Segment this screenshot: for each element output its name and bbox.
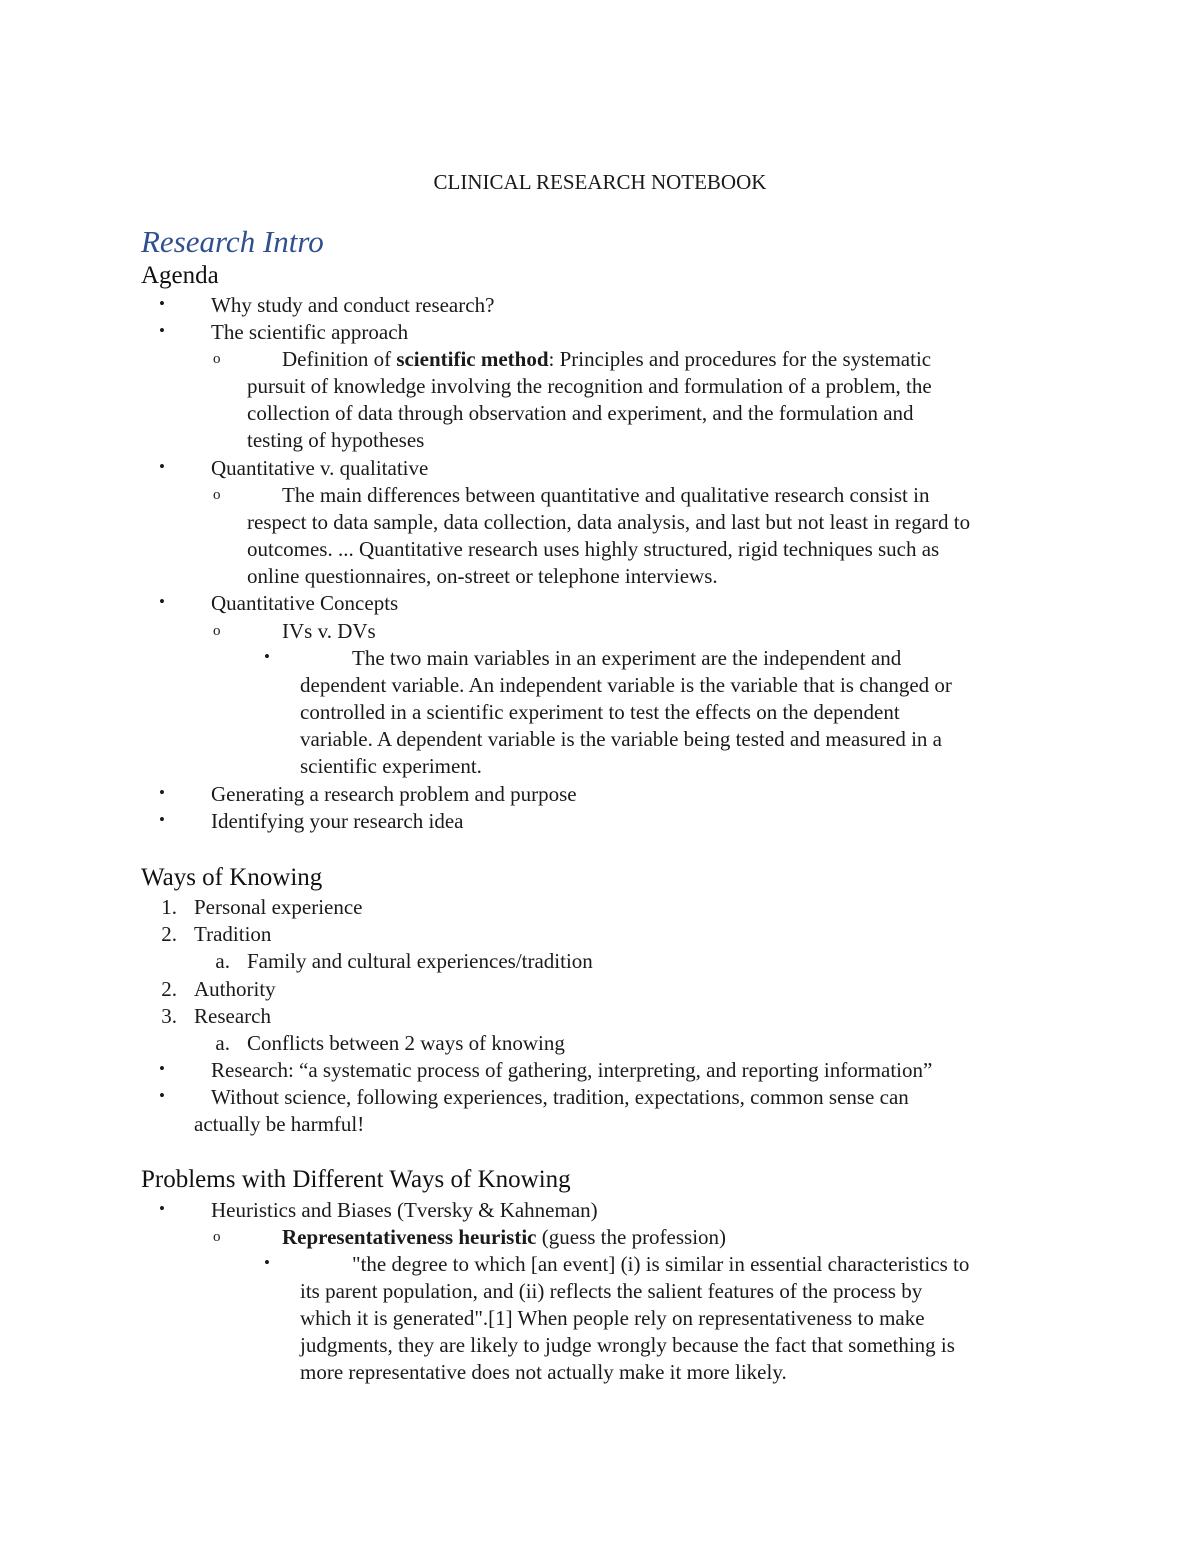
- bullet-marker: •: [159, 1086, 165, 1105]
- circle-marker: o: [213, 623, 221, 639]
- text-line: dependent variable. An independent variable is the variable that is changed or: [300, 673, 952, 697]
- list-number: 2.: [161, 977, 177, 1001]
- scientific-method-definition: Definition of scientific method: Principles and procedures for the systematic: [282, 347, 932, 371]
- bullet-marker: •: [264, 647, 270, 666]
- text-line: online questionnaires, on-street or telephone interviews.: [247, 564, 718, 588]
- text-line: "the degree to which [an event] (i) is similar in essential characteristics to: [352, 1252, 970, 1276]
- list-item-personal-experience: Personal experience: [194, 895, 363, 919]
- list-item-research: Research: [194, 1004, 271, 1028]
- text-line: testing of hypotheses: [247, 428, 425, 452]
- list-number: 2.: [161, 922, 177, 946]
- bullet-marker: •: [264, 1253, 270, 1272]
- text-line: respect to data sample, data collection, data analysis, and last but not least in regard to: [247, 510, 971, 534]
- text-line: The main differences between quantitative and qualitative research consist in: [282, 483, 930, 507]
- bullet-marker: •: [159, 783, 165, 802]
- heading-problems: Problems with Different Ways of Knowing: [141, 1166, 571, 1193]
- text-line: more representative does not actually make it more likely.: [300, 1360, 787, 1384]
- text-line: controlled in a scientific experiment to test the effects on the dependent: [300, 700, 900, 724]
- agenda-item-generating: Generating a research problem and purpose: [211, 782, 577, 806]
- text-line: scientific experiment.: [300, 754, 482, 778]
- bullet-marker: •: [159, 1059, 165, 1078]
- circle-marker: o: [213, 351, 221, 367]
- text-line: collection of data through observation and experiment, and the formulation and: [247, 401, 914, 425]
- text-line: The two main variables in an experiment are the independent and: [352, 646, 902, 670]
- agenda-item-why: Why study and conduct research?: [211, 293, 495, 317]
- text-line: pursuit of knowledge involving the recognition and formulation of a problem, the: [247, 374, 932, 398]
- text-line: variable. A dependent variable is the variable being tested and measured in a: [300, 727, 943, 751]
- bullet-marker: •: [159, 294, 165, 313]
- list-item-authority: Authority: [194, 977, 276, 1001]
- list-letter: a.: [215, 1031, 230, 1055]
- list-number: 3.: [161, 1004, 177, 1028]
- text-line: which it is generated".[1] When people rely on representativeness to make: [300, 1306, 925, 1330]
- bullet-marker: •: [159, 1199, 165, 1218]
- text-line: outcomes. ... Quantitative research uses highly structured, rigid techniques such as: [247, 537, 940, 561]
- research-definition: Research: “a systematic process of gathering, interpreting, and reporting information”: [211, 1058, 933, 1082]
- list-item-conflicts: Conflicts between 2 ways of knowing: [247, 1031, 565, 1055]
- text-line: Without science, following experiences, tradition, expectations, common sense can: [211, 1085, 909, 1109]
- list-item-tradition: Tradition: [194, 922, 272, 946]
- heading-agenda: Agenda: [141, 262, 219, 289]
- circle-marker: o: [213, 487, 221, 503]
- bullet-marker: •: [159, 457, 165, 476]
- list-number: 1.: [161, 895, 177, 919]
- circle-marker: o: [213, 1229, 221, 1245]
- agenda-item-identifying: Identifying your research idea: [211, 809, 464, 833]
- text-line: judgments, they are likely to judge wrongly because the fact that something is: [300, 1333, 955, 1357]
- section-heading-research-intro: Research Intro: [141, 224, 324, 259]
- item-representativeness: Representativeness heuristic (guess the profession): [282, 1225, 727, 1249]
- text-line: actually be harmful!: [194, 1112, 365, 1136]
- item-ivs-dvs: IVs v. DVs: [282, 619, 376, 643]
- text-line: its parent population, and (ii) reflects the salient features of the process by: [300, 1279, 923, 1303]
- bullet-marker: •: [159, 592, 165, 611]
- agenda-item-quant-qual: Quantitative v. qualitative: [211, 456, 429, 480]
- list-item-family: Family and cultural experiences/tradition: [247, 949, 593, 973]
- agenda-item-scientific-approach: The scientific approach: [211, 320, 409, 344]
- item-heuristics: Heuristics and Biases (Tversky & Kahneman): [211, 1198, 598, 1222]
- term-scientific-method: scientific method: [396, 347, 549, 371]
- bullet-marker: •: [159, 321, 165, 340]
- bullet-marker: •: [159, 810, 165, 829]
- term-representativeness-heuristic: Representativeness heuristic: [282, 1225, 537, 1249]
- list-letter: a.: [215, 949, 230, 973]
- heading-ways-of-knowing: Ways of Knowing: [141, 864, 323, 891]
- agenda-item-quant-concepts: Quantitative Concepts: [211, 591, 399, 615]
- document-title: CLINICAL RESEARCH NOTEBOOK: [433, 170, 767, 194]
